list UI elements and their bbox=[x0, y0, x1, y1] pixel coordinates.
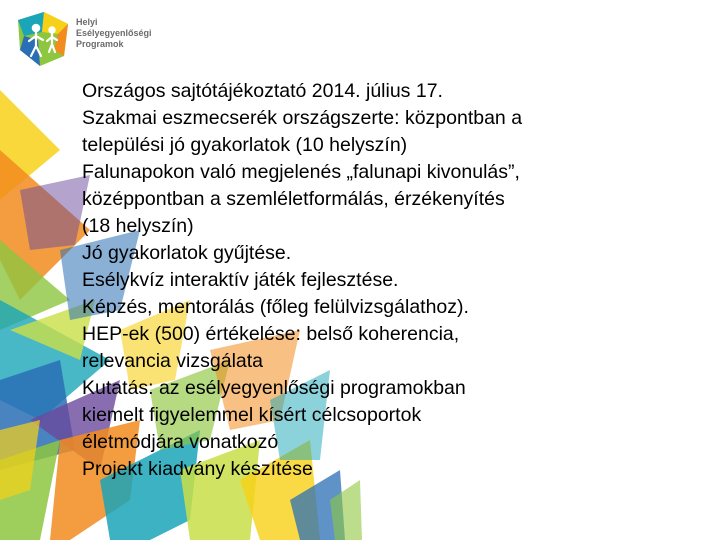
text-line: (18 helyszín) bbox=[82, 215, 194, 237]
logo-line: Helyi bbox=[76, 17, 98, 27]
text-line: HEP-ek (500) értékelése: belső koherencia, bbox=[82, 323, 460, 345]
text-line: középpontban a szemléletformálás, érzékenyítés bbox=[82, 188, 505, 210]
logo-line: Esélyegyenlőségi bbox=[76, 28, 152, 38]
text-line: Országos sajtótájékoztató 2014. július 17. bbox=[82, 80, 443, 102]
logo-wordmark bbox=[76, 17, 152, 50]
text-line: Falunapokon való megjelenés „falunapi kivonulás”, bbox=[82, 161, 520, 183]
text-line: Képzés, mentorálás (főleg felülvizsgálathoz). bbox=[82, 296, 469, 318]
slide-body-text bbox=[82, 78, 682, 483]
text-line: Esélykvíz interaktív játék fejlesztése. bbox=[82, 269, 399, 291]
hep-logo-icon bbox=[14, 10, 72, 68]
text-line: relevancia vizsgálata bbox=[82, 350, 264, 372]
text-line: Projekt kiadvány készítése bbox=[82, 458, 313, 480]
text-line: Jó gyakorlatok gyűjtése. bbox=[82, 242, 292, 264]
text-line: Szakmai eszmecserék országszerte: központban a bbox=[82, 107, 523, 129]
text-line: települési jó gyakorlatok (10 helyszín) bbox=[82, 134, 408, 156]
text-line: kiemelt figyelemmel kísért célcsoportok bbox=[82, 404, 422, 426]
text-line: Kutatás: az esélyegyenlőségi programokban bbox=[82, 377, 466, 399]
logo bbox=[14, 10, 184, 70]
text-line: életmódjára vonatkozó bbox=[82, 431, 279, 453]
logo-line: Programok bbox=[76, 39, 124, 49]
